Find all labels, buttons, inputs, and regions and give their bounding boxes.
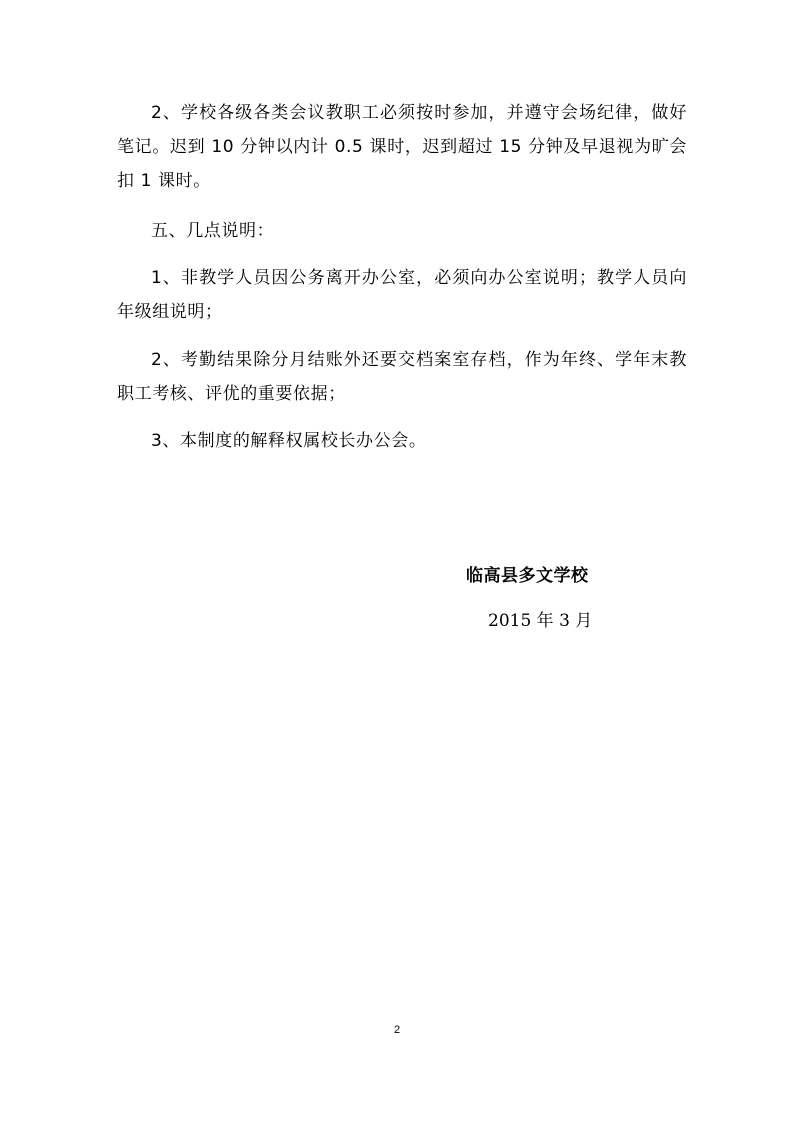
paragraph-note-2: 2、考勤结果除分月结账外还要交档案室存档，作为年终、学年末教职工考核、评优的重要依据；: [117, 350, 687, 404]
paragraph-meeting-attendance: 2、学校各级各类会议教职工必须按时参加，并遵守会场纪律，做好笔记。迟到 10 分钟以内计 0.5 课时，迟到超过 15 分钟及早退视为旷会扣 1 课时。: [117, 103, 687, 191]
signature-school-name: 临高县多文学校: [466, 566, 589, 586]
page-number: 2: [393, 1024, 401, 1036]
paragraph-note-3: 3、本制度的解释权属校长办公会。: [151, 431, 427, 451]
section-heading-notes: 五、几点说明：: [151, 221, 275, 241]
signature-date: 2015 年 3 月: [488, 611, 593, 631]
paragraph-note-1: 1、非教学人员因公务离开办公室，必须向办公室说明；教学人员向年级组说明；: [117, 268, 687, 322]
